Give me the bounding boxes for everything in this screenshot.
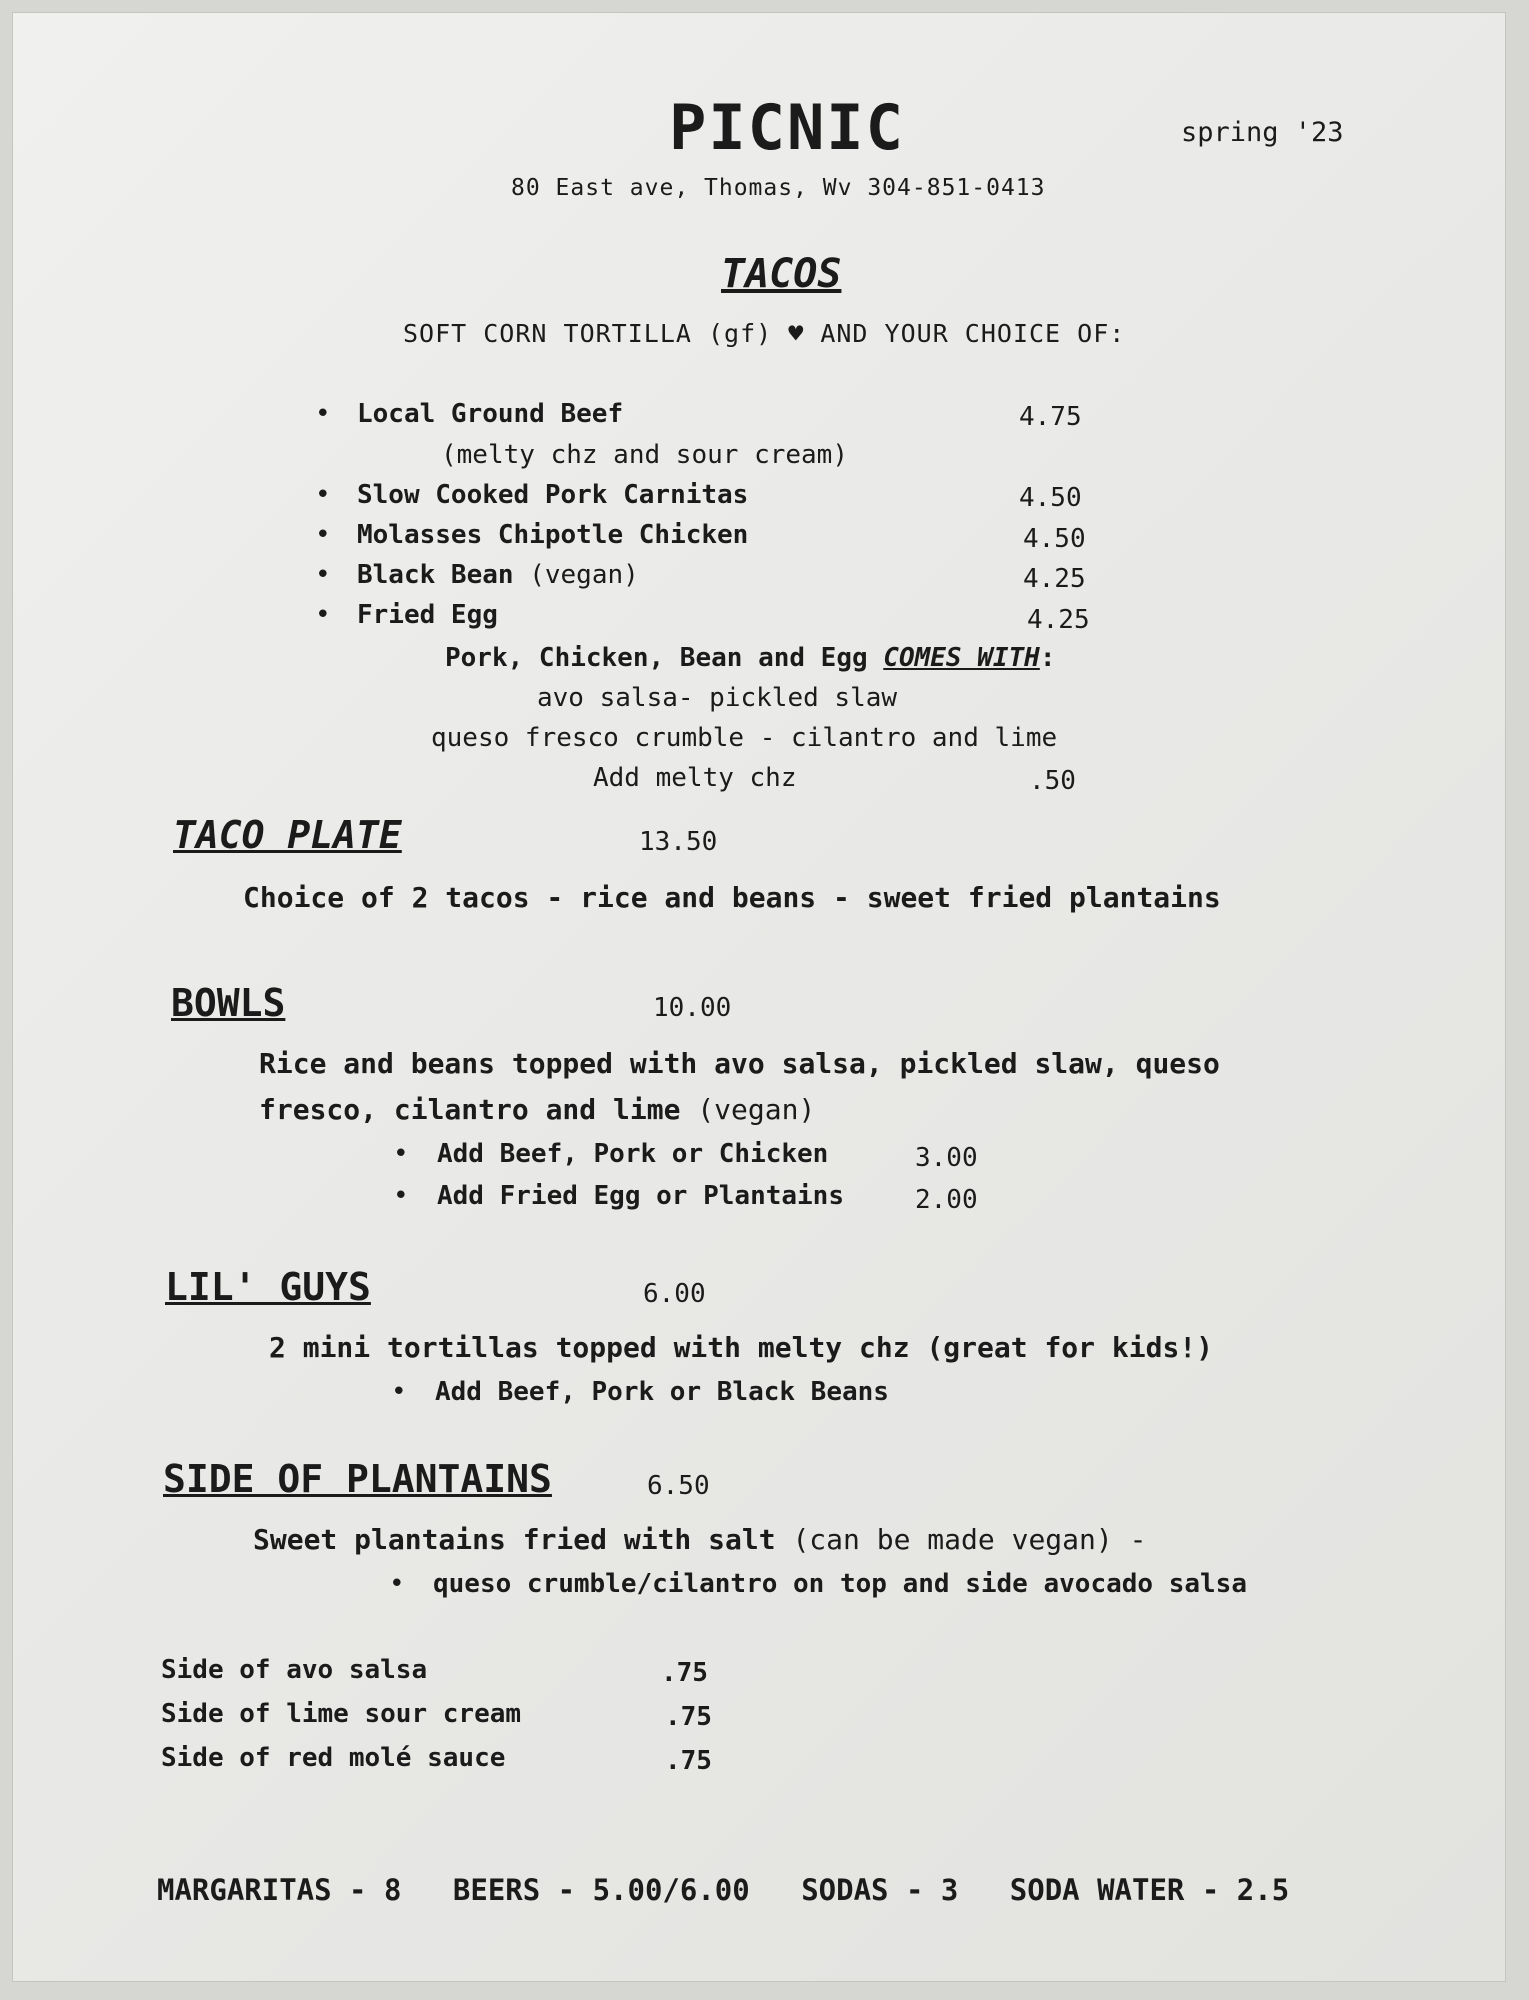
taco-plate-desc: Choice of 2 tacos - rice and beans - sweet fried plantains (243, 881, 1221, 914)
bowls-desc-2: fresco, cilantro and lime (vegan) (259, 1093, 816, 1126)
taco-item-price: 4.50 (1023, 524, 1086, 554)
bullet-icon: • (393, 1139, 409, 1169)
menu-page (12, 12, 1506, 1982)
tacos-heading: TACOS (721, 251, 842, 297)
side-item: Side of lime sour cream (161, 1699, 522, 1729)
bowls-addon: Add Beef, Pork or Chicken (437, 1139, 829, 1169)
side-item-price: .75 (665, 1702, 712, 1732)
add-melty-chz-price: .50 (1029, 766, 1076, 796)
bullet-icon: • (315, 600, 331, 630)
taco-item-note: (melty chz and sour cream) (441, 440, 848, 470)
taco-item-name: Slow Cooked Pork Carnitas (357, 480, 749, 510)
lil-guys-heading: LIL' GUYS (165, 1265, 371, 1309)
side-item: Side of avo salsa (161, 1655, 428, 1685)
comes-with-items-1: avo salsa- pickled slaw (537, 683, 898, 713)
season-label: spring '23 (1181, 117, 1344, 148)
drink-item: MARGARITAS - 8 (157, 1873, 402, 1907)
plantains-price: 6.50 (647, 1471, 710, 1501)
taco-item-name: Molasses Chipotle Chicken (357, 520, 749, 550)
bullet-icon: • (393, 1181, 409, 1211)
bullet-icon: • (391, 1377, 407, 1407)
bullet-icon: • (315, 399, 331, 429)
bowls-addon: Add Fried Egg or Plantains (437, 1181, 844, 1211)
taco-item-name: Local Ground Beef (357, 399, 624, 429)
taco-item-price: 4.25 (1023, 564, 1086, 594)
bullet-icon: • (389, 1569, 405, 1599)
tacos-subheading: SOFT CORN TORTILLA (gf) ♥ AND YOUR CHOICE OF: (403, 319, 1126, 348)
lil-guys-addon: Add Beef, Pork or Black Beans (435, 1377, 889, 1407)
address: 80 East ave, Thomas, Wv 304-851-0413 (511, 175, 1046, 201)
taco-item-name: Fried Egg (357, 600, 498, 630)
bullet-icon: • (315, 560, 331, 590)
comes-with-line: Pork, Chicken, Bean and Egg COMES WITH: (445, 643, 1056, 673)
bowls-desc-1: Rice and beans topped with avo salsa, pickled slaw, queso (259, 1047, 1220, 1080)
side-item-price: .75 (665, 1746, 712, 1776)
drinks-line (157, 1873, 1323, 1907)
plantains-desc: Sweet plantains fried with salt (can be made vegan) - (253, 1523, 1147, 1556)
taco-item-price: 4.50 (1019, 483, 1082, 513)
taco-plate-price: 13.50 (639, 827, 718, 857)
taco-item-price: 4.75 (1019, 402, 1082, 432)
drink-item: SODA WATER - 2.5 (1009, 1873, 1290, 1907)
bullet-icon: • (315, 520, 331, 550)
plantains-addon: queso crumble/cilantro on top and side avocado salsa (433, 1569, 1247, 1599)
drink-item: BEERS - 5.00/6.00 (452, 1873, 750, 1907)
plantains-heading: SIDE OF PLANTAINS (163, 1457, 552, 1501)
bowls-heading: BOWLS (171, 981, 286, 1025)
taco-plate-heading: TACO PLATE (173, 813, 402, 857)
taco-item-price: 4.25 (1027, 605, 1090, 635)
bowls-addon-price: 2.00 (915, 1185, 978, 1215)
lil-guys-desc: 2 mini tortillas topped with melty chz (great for kids!) (269, 1331, 1214, 1364)
side-item: Side of red molé sauce (161, 1743, 506, 1773)
restaurant-title: PICNIC (669, 91, 905, 164)
taco-item-name: Black Bean (vegan) (357, 560, 639, 590)
bowls-addon-price: 3.00 (915, 1143, 978, 1173)
comes-with-items-2: queso fresco crumble - cilantro and lime (431, 723, 1058, 753)
drink-item: SODAS - 3 (801, 1873, 959, 1907)
bowls-price: 10.00 (653, 993, 732, 1023)
side-item-price: .75 (661, 1658, 708, 1688)
lil-guys-price: 6.00 (643, 1279, 706, 1309)
add-melty-chz: Add melty chz (593, 763, 797, 793)
bullet-icon: • (315, 480, 331, 510)
